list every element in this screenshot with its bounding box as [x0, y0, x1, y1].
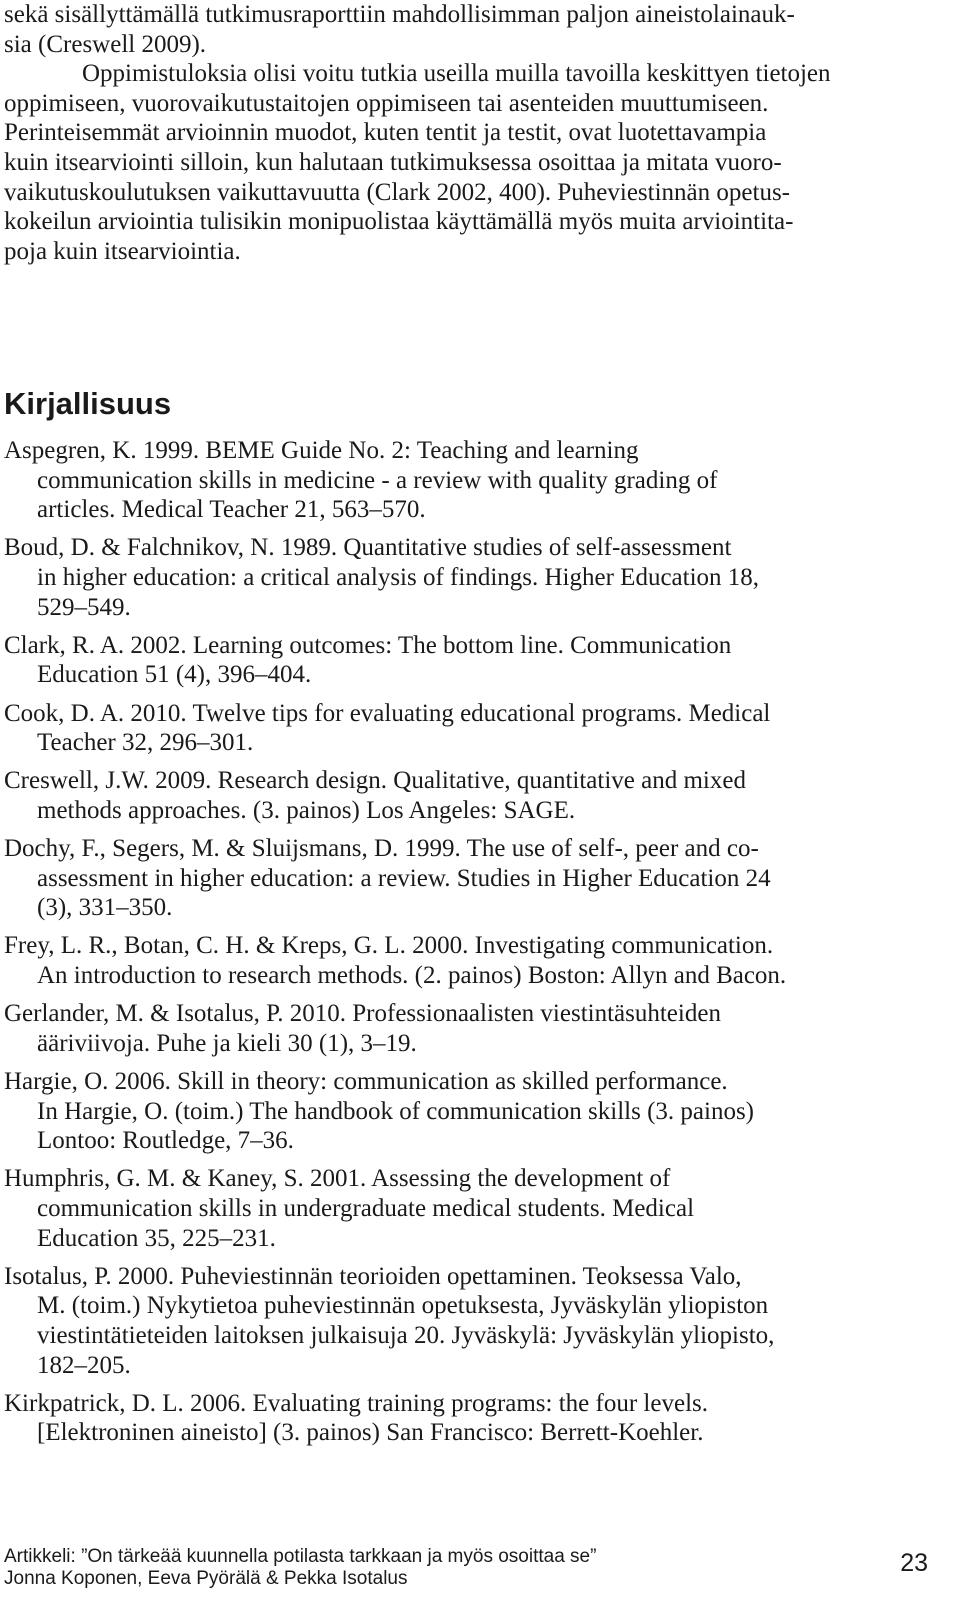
- body-line: Perinteisemmät arvioinnin muodot, kuten tentit ja testit, ovat luotettavampia: [4, 119, 767, 147]
- page-footer: [4, 1546, 596, 1590]
- reference-item: [4, 931, 934, 990]
- reference-line: Creswell, J.W. 2009. Research design. Qualitative, quantitative and mixed: [4, 767, 746, 795]
- footer-article-title: Artikkeli: ”On tärkeää kuunnella potilasta tarkkaan ja myös osoittaa se”: [4, 1546, 597, 1567]
- reference-item: [4, 1262, 934, 1380]
- reference-line: Clark, R. A. 2002. Learning outcomes: The bottom line. Communication: [4, 631, 732, 659]
- reference-list: [4, 436, 934, 1457]
- reference-line: 182–205.: [37, 1351, 131, 1379]
- reference-item: [4, 1067, 934, 1156]
- reference-line: articles. Medical Teacher 21, 563–570.: [37, 496, 426, 524]
- body-line: kuin itsearviointi silloin, kun halutaan tutkimuksessa osoittaa ja mitata vuoro-: [4, 148, 782, 176]
- reference-line: ääriviivoja. Puhe ja kieli 30 (1), 3–19.: [37, 1029, 417, 1057]
- reference-item: [4, 631, 934, 690]
- reference-line: Humphris, G. M. & Kaney, S. 2001. Assessing the development of: [4, 1165, 671, 1193]
- reference-item: [4, 834, 934, 923]
- reference-line: Isotalus, P. 2000. Puheviestinnän teorioiden opettaminen. Teoksessa Valo,: [4, 1262, 742, 1290]
- section-heading: Kirjallisuus: [4, 386, 172, 421]
- reference-item: [4, 766, 934, 825]
- body-paragraphs: [4, 0, 934, 266]
- reference-line: Boud, D. & Falchnikov, N. 1989. Quantitative studies of self-assessment: [4, 534, 732, 562]
- reference-line: assessment in higher education: a review. Studies in Higher Education 24: [37, 864, 771, 892]
- reference-item: [4, 533, 934, 622]
- reference-line: communication skills in medicine - a review with quality grading of: [37, 466, 718, 494]
- reference-line: Cook, D. A. 2010. Twelve tips for evaluating educational programs. Medical: [4, 699, 771, 727]
- reference-line: Lontoo: Routledge, 7–36.: [37, 1127, 294, 1155]
- reference-item: [4, 436, 934, 525]
- body-line: poja kuin itsearviointia.: [4, 237, 241, 265]
- body-line: sekä sisällyttämällä tutkimusraporttiin mahdollisimman paljon aineistolainauk-: [4, 1, 795, 28]
- reference-line: in higher education: a critical analysis of findings. Higher Education 18,: [37, 563, 760, 591]
- reference-line: viestintätieteiden laitoksen julkaisuja 20. Jyväskylä: Jyväskylän yliopisto,: [37, 1321, 775, 1349]
- reference-line: methods approaches. (3. painos) Los Angeles: SAGE.: [37, 796, 576, 824]
- footer-authors: Jonna Koponen, Eeva Pyörälä & Pekka Isotalus: [4, 1568, 408, 1589]
- reference-item: [4, 999, 934, 1058]
- reference-line: In Hargie, O. (toim.) The handbook of communication skills (3. painos): [37, 1097, 755, 1125]
- reference-line: communication skills in undergraduate medical students. Medical: [37, 1195, 695, 1222]
- reference-line: (3), 331–350.: [37, 894, 173, 922]
- reference-line: Aspegren, K. 1999. BEME Guide No. 2: Teaching and learning: [4, 437, 639, 464]
- reference-item: [4, 1164, 934, 1253]
- reference-line: 529–549.: [37, 593, 131, 621]
- body-line: vaikutuskoulutuksen vaikuttavuutta (Clark 2002, 400). Puheviestinnän opetus-: [4, 178, 790, 206]
- body-line: sia (Creswell 2009).: [4, 30, 207, 58]
- reference-line: Frey, L. R., Botan, C. H. & Kreps, G. L. 2000. Investigating communication.: [4, 932, 774, 960]
- reference-line: Education 51 (4), 396–404.: [37, 661, 312, 689]
- body-line: oppimiseen, vuorovaikutustaitojen oppimiseen tai asenteiden muuttumiseen.: [4, 89, 769, 117]
- reference-line: Kirkpatrick, D. L. 2006. Evaluating training programs: the four levels.: [4, 1389, 708, 1417]
- reference-item: [4, 699, 934, 758]
- reference-line: Hargie, O. 2006. Skill in theory: communication as skilled performance.: [4, 1068, 728, 1096]
- body-line: kokeilun arviointia tulisikin monipuolistaa käyttämällä myös muita arviointita-: [4, 208, 794, 236]
- reference-line: An introduction to research methods. (2. painos) Boston: Allyn and Bacon.: [37, 962, 787, 990]
- reference-line: [Elektroninen aineisto] (3. painos) San Francisco: Berrett-Koehler.: [37, 1419, 704, 1447]
- body-line: Oppimistuloksia olisi voitu tutkia useilla muilla tavoilla keskittyen tietojen: [82, 60, 831, 88]
- reference-line: Dochy, F., Segers, M. & Sluijsmans, D. 1999. The use of self-, peer and co-: [4, 835, 759, 863]
- page-number: 23: [900, 1549, 928, 1577]
- reference-line: Gerlander, M. & Isotalus, P. 2010. Professionaalisten viestintäsuhteiden: [4, 1000, 721, 1028]
- reference-line: Teacher 32, 296–301.: [37, 729, 254, 757]
- reference-line: M. (toim.) Nykytietoa puheviestinnän opetuksesta, Jyväskylän yliopiston: [37, 1292, 769, 1320]
- reference-line: Education 35, 225–231.: [37, 1224, 276, 1252]
- reference-item: [4, 1389, 934, 1448]
